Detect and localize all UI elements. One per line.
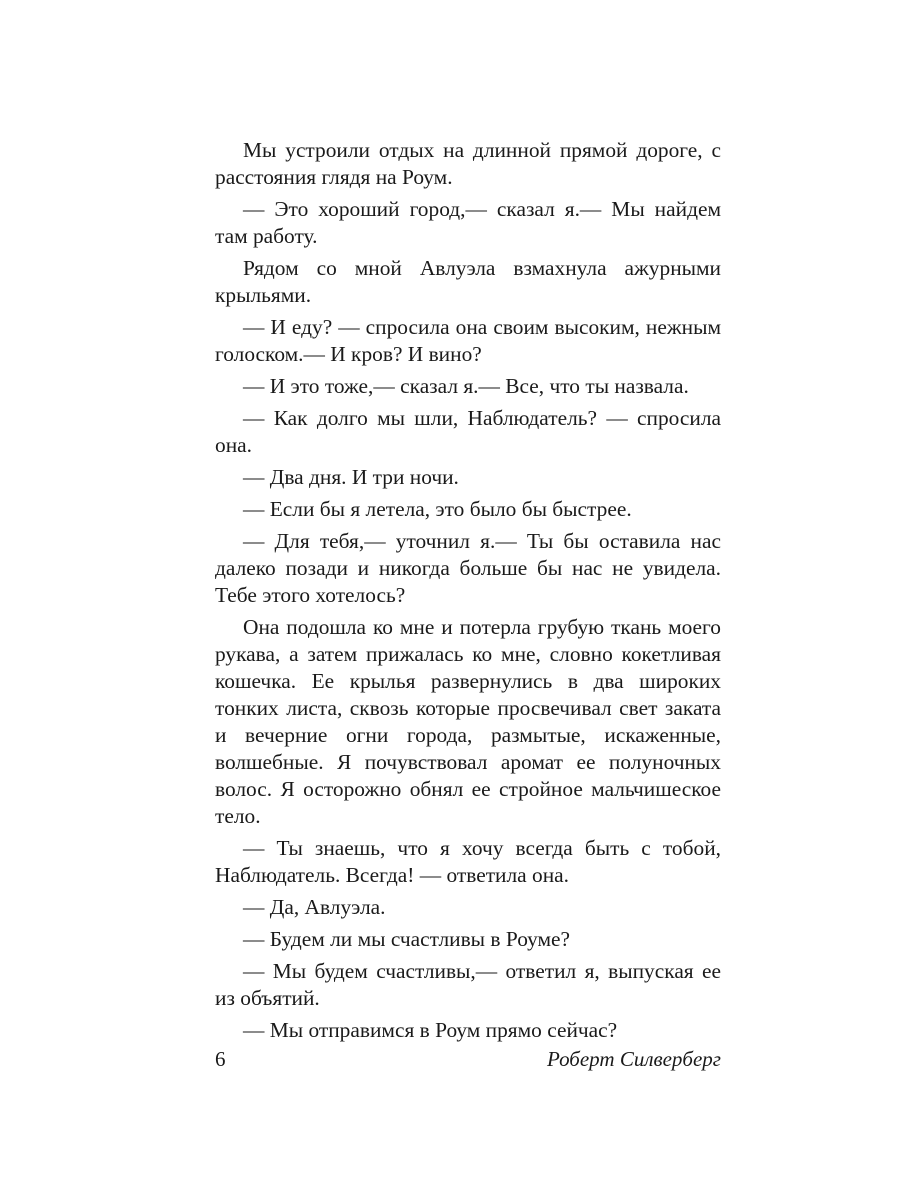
paragraph: — Как долго мы шли, Наблюдатель? — спросила она. [215,406,721,457]
running-footer-author: Роберт Силверберг [547,1047,721,1071]
paragraph: — И еду? — спросила она своим высоким, нежным голоском.— И кров? И вино? [215,315,721,366]
paragraph: — Мы будем счастливы,— ответил я, выпуская ее из объятий. [215,959,721,1010]
paragraph: — Ты знаешь, что я хочу всегда быть с тобой, Наблюдатель. Всегда! — ответила она. [215,836,721,887]
paragraph: — Мы отправимся в Роум прямо сейчас? [243,1018,618,1042]
paragraph: Она подошла ко мне и потерла грубую ткань моего рукава, а затем прижалась ко мне, словно кокетливая кошечка. Ее крылья развернулись в два широких тонких листа, сквозь которые просвечивал свет заката и вечерние огни города, размытые, искаженные, волшебные. Я почувствовал аромат ее полуночных волос. Я осторожно обнял ее стройное мальчишеское тело. [215,615,721,828]
paragraph: — Это хороший город,— сказал я.— Мы найдем там работу. [215,197,721,248]
paragraph: Мы устроили отдых на длинной прямой дороге, с расстояния глядя на Роум. [215,138,721,189]
paragraph: — Два дня. И три ночи. [243,465,459,489]
paragraph: — Если бы я летела, это было бы быстрее. [243,497,632,521]
page-number: 6 [215,1047,226,1071]
paragraph: — И это тоже,— сказал я.— Все, что ты назвала. [243,374,689,398]
paragraph: — Да, Авлуэла. [243,895,386,919]
paragraph: Рядом со мной Авлуэла взмахнула ажурными крыльями. [215,256,721,307]
paragraph: — Будем ли мы счастливы в Роуме? [243,927,571,951]
body-text [215,137,721,1049]
paragraph: — Для тебя,— уточнил я.— Ты бы оставила нас далеко позади и никогда больше бы нас не увидела. Тебе этого хотелось? [215,529,721,607]
